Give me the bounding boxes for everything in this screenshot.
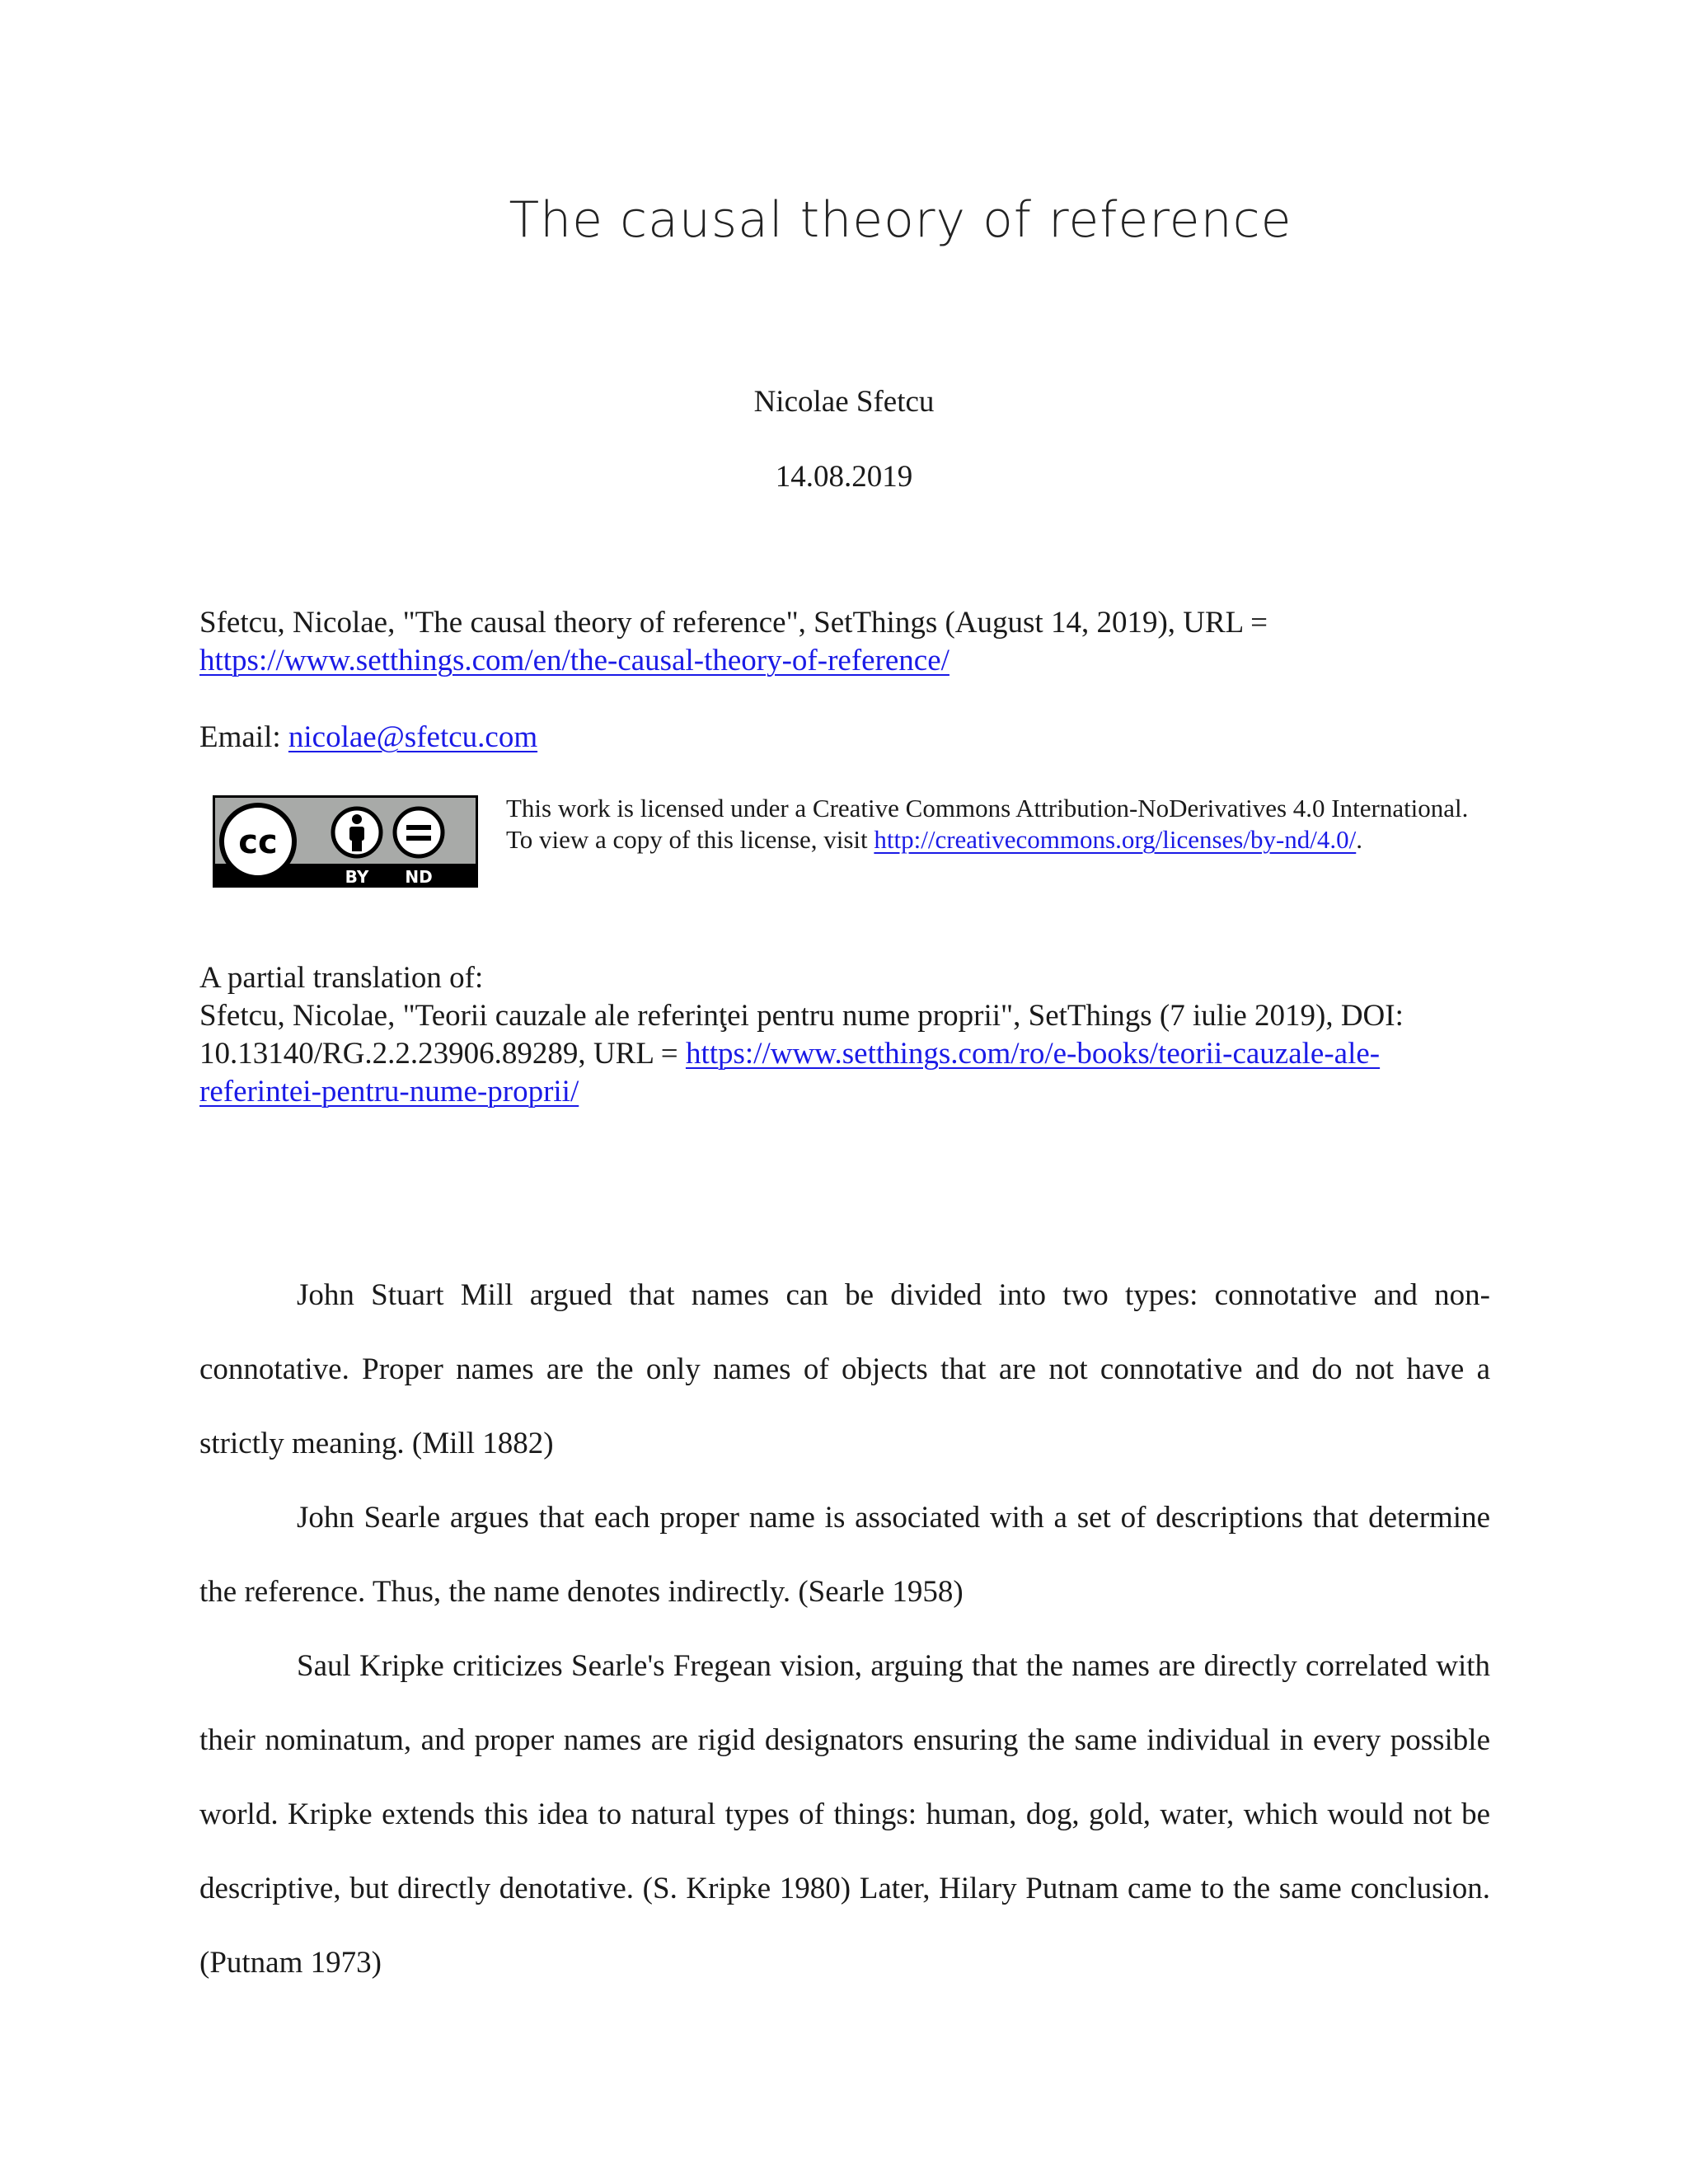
nd-label: ND	[405, 867, 433, 887]
translation-note	[199, 959, 1493, 1111]
paragraph-searle: John Searle argues that each proper name is associated with a set of descriptions that determine the reference. Thus, the name denotes indirectly. (Searle 1958)	[199, 1501, 1490, 1609]
license-notice	[506, 793, 1495, 855]
translation-citation	[199, 997, 1493, 1111]
email-label: Email:	[199, 720, 288, 754]
email-line	[199, 719, 1493, 757]
cc-by-nd-badge	[213, 795, 478, 888]
translation-link[interactable]: https://www.setthings.com/ro/e-books/teorii-cauzale-ale-referintei-pentru-nume-proprii/	[199, 1037, 1381, 1108]
body-text	[199, 1258, 1490, 2000]
cc-logo-text: cc	[238, 823, 278, 861]
license-end: .	[1356, 825, 1363, 854]
citation-link[interactable]: https://www.setthings.com/en/the-causal-theory-of-reference/	[199, 644, 950, 677]
paragraph-mill: John Stuart Mill argued that names can be divided into two types: connotative and non-connotative. Proper names are the only names of objects that are not connotative and do not have a strictly meaning. (Mill 1882)	[199, 1278, 1490, 1460]
citation	[199, 604, 1493, 680]
citation-text: Sfetcu, Nicolae, "The causal theory of reference", SetThings (August 14, 2019), URL =	[199, 606, 1268, 640]
paragraph-kripke: Saul Kripke criticizes Searle's Fregean vision, arguing that the names are directly correlated with their nominatum, and proper names are rigid designators ensuring the same individual in every possible world. Kripke extends this idea to natural types of things: human, dog, gold, water, which would not be descriptive, but directly denotative. (S. Kripke 1980) Later, Hilary Putnam came to the same conclusion. (Putnam 1973)	[199, 1649, 1490, 1980]
attribution-icon	[333, 808, 381, 856]
translation-intro: A partial translation of:	[199, 961, 484, 995]
license-link[interactable]: http://creativecommons.org/licenses/by-nd/4.0/	[874, 825, 1357, 854]
no-derivatives-icon	[395, 808, 443, 856]
by-label: BY	[345, 867, 369, 887]
translation-text: Sfetcu, Nicolae, "Teorii cauzale ale referinţei pentru nume proprii", SetThings (7 iulie 2019), DOI: 10.13140/RG.2.2.23906.89289, URL =	[199, 999, 1404, 1071]
publication-date: 14.08.2019	[775, 460, 913, 494]
author-name: Nicolae Sfetcu	[753, 385, 935, 419]
email-link[interactable]: nicolae@sfetcu.com	[288, 720, 538, 754]
document-title: The causal theory of reference	[509, 191, 1292, 249]
license-text: This work is licensed under a Creative Commons Attribution-NoDerivatives 4.0 International. To view a copy of this license, visit	[506, 794, 1469, 854]
